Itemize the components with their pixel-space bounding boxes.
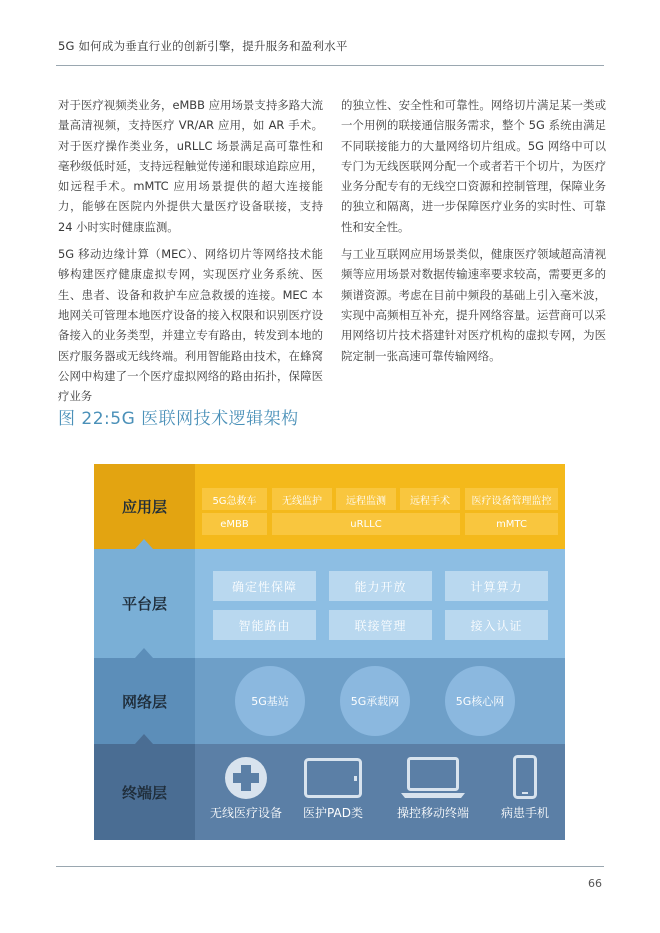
platform-box: 联接管理 bbox=[329, 610, 432, 640]
app-box: 远程手术 bbox=[400, 488, 460, 510]
figure-title: 图 22:5G 医联网技术逻辑架构 bbox=[58, 409, 299, 429]
medical-cross-icon bbox=[224, 756, 268, 800]
platform-box: 计算算力 bbox=[445, 571, 548, 601]
layer-divider-arrow bbox=[135, 539, 153, 549]
app-box: 无线监护 bbox=[272, 488, 332, 510]
running-title: 5G 如何成为垂直行业的创新引擎，提升服务和盈利水平 bbox=[58, 39, 348, 53]
footer-divider bbox=[56, 866, 604, 867]
terminal-caption: 病患手机 bbox=[500, 806, 550, 820]
network-circle: 5G核心网 bbox=[445, 666, 515, 736]
network-layer bbox=[94, 658, 565, 744]
layer-divider-arrow bbox=[135, 648, 153, 658]
scenario-box: mMTC bbox=[465, 513, 558, 535]
terminal-caption: 医护PAD类 bbox=[303, 806, 363, 820]
platform-box: 智能路由 bbox=[213, 610, 316, 640]
terminal-item bbox=[201, 744, 291, 840]
network-circle: 5G承载网 bbox=[340, 666, 410, 736]
application-layer-body bbox=[195, 464, 565, 549]
platform-layer-body bbox=[195, 549, 565, 658]
app-box: 远程监测 bbox=[336, 488, 396, 510]
terminal-layer-body bbox=[195, 744, 565, 840]
header-divider bbox=[56, 65, 604, 66]
paragraph: 5G 移动边缘计算（MEC）、网络切片等网络技术能够构建医疗健康虚拟专网，实现医疗业务系统、医生、患者、设备和救护车应急救援的连接。MEC 本地网关可管理本地医疗设备的接入权限和识别医疗设备接入的业务类型，并建立专有路由，转发到本地的医疗服务器或无线终端。利用智能路由技术，在蜂窝公网中构建了一个医疗虚拟网络的路由拓扑，保障医疗业务 bbox=[58, 247, 323, 404]
network-layer-body bbox=[195, 658, 565, 744]
platform-box: 能力开放 bbox=[329, 571, 432, 601]
page-number: 66 bbox=[588, 877, 602, 890]
app-box: 5G急救车 bbox=[202, 488, 267, 510]
layer-divider-arrow bbox=[135, 734, 153, 744]
platform-layer bbox=[94, 549, 565, 658]
scenario-box: eMBB bbox=[202, 513, 267, 535]
paragraph: 的独立性、安全性和可靠性。网络切片满足某一类或一个用例的联接通信服务需求，整个 5G 系统由满足不同联接能力的大量网络切片组成。5G 网络中可以专门为无线医联网分配一个或者若干个切片，为医疗业务分配专有的无线空口资源和控制管理，保障业务的独立和隔离，进一步保障医疗业务的实时性、可靠性和安全性。 bbox=[341, 98, 606, 234]
app-box: 医疗设备管理监控 bbox=[465, 488, 558, 510]
terminal-item bbox=[383, 744, 483, 840]
smartphone-icon bbox=[513, 755, 537, 799]
network-layer-label: 网络层 bbox=[94, 658, 195, 744]
paragraph: 与工业互联网应用场景类似，健康医疗领域超高清视频等应用场景对数据传输速率要求较高，需要更多的频谱资源。考虑在目前中频段的基础上引入毫米波，实现中高频相互补充，提升网络容量。运营商可以采用网络切片技术搭建针对医疗机构的虚拟专网，为医院定制一张高速可靠传输网络。 bbox=[341, 247, 606, 363]
terminal-layer bbox=[94, 744, 565, 840]
platform-box: 接入认证 bbox=[445, 610, 548, 640]
body-column-left bbox=[58, 95, 323, 413]
terminal-item bbox=[295, 744, 371, 840]
network-circle: 5G基站 bbox=[235, 666, 305, 736]
terminal-item bbox=[485, 744, 565, 840]
application-layer-label: 应用层 bbox=[94, 464, 195, 549]
platform-box: 确定性保障 bbox=[213, 571, 316, 601]
scenario-box: uRLLC bbox=[272, 513, 460, 535]
terminal-layer-label: 终端层 bbox=[94, 744, 195, 840]
application-layer bbox=[94, 464, 565, 549]
architecture-diagram bbox=[94, 464, 565, 840]
terminal-caption: 无线医疗设备 bbox=[209, 806, 283, 820]
paragraph: 对于医疗视频类业务，eMBB 应用场景支持多路大流量高清视频，支持医疗 VR/AR 应用，如 AR 手术。对于医疗操作类业务，uRLLC 场景满足高可靠性和毫秒级低时延，支持远程触觉传递和眼球追踪应用，如远程手术。mMTC 应用场景提供的超大连接能力，能够在医院内外提供大量医疗设备联接，支持 24 小时实时健康监测。 bbox=[58, 98, 323, 234]
laptop-icon bbox=[400, 757, 466, 799]
body-column-right bbox=[341, 95, 606, 373]
terminal-caption: 操控移动终端 bbox=[396, 806, 470, 820]
platform-layer-label: 平台层 bbox=[94, 549, 195, 658]
tablet-icon bbox=[304, 758, 362, 798]
